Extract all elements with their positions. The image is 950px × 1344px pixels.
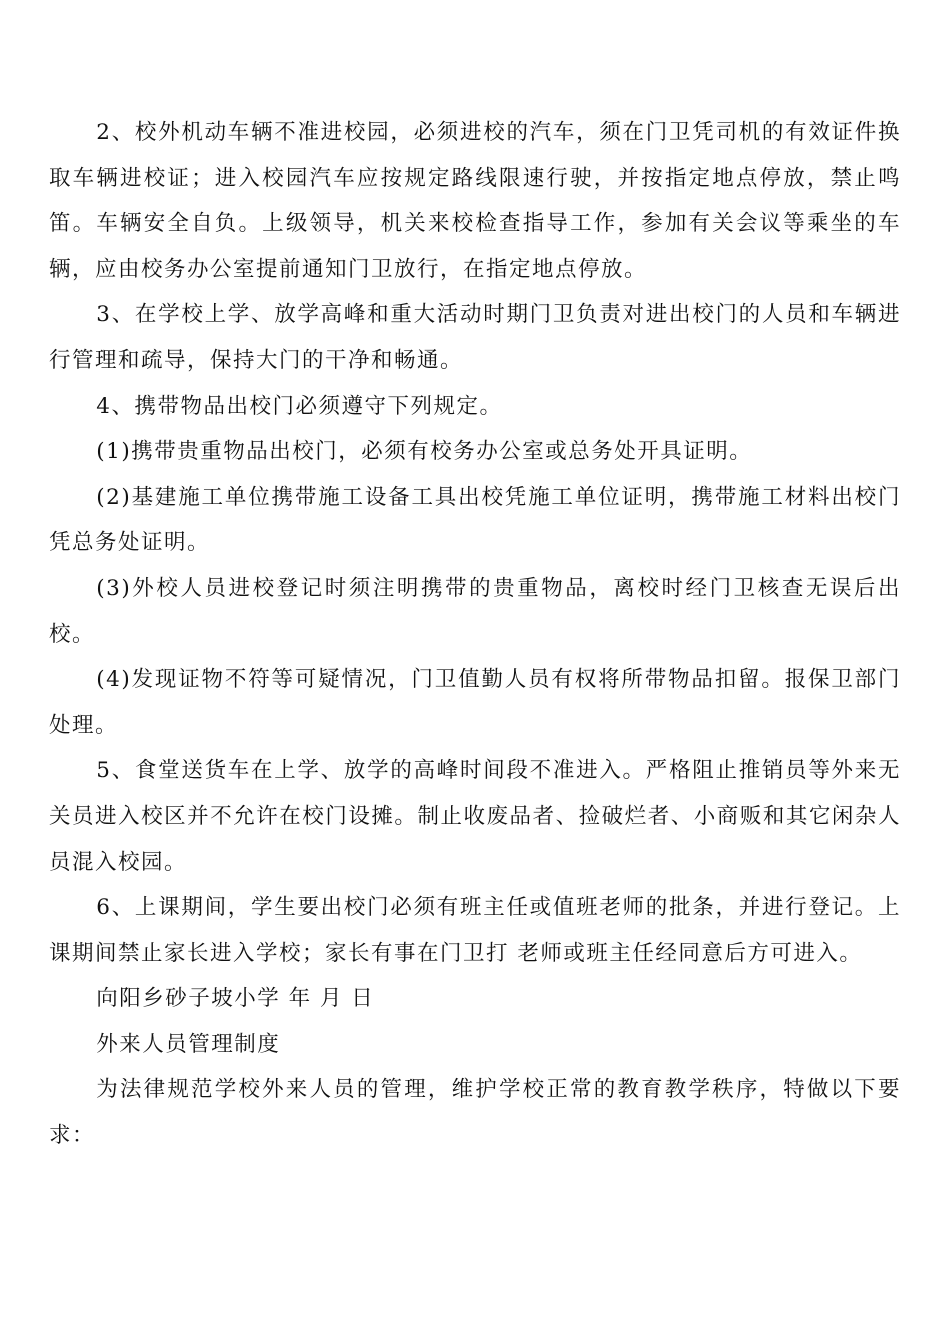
paragraph-item-4: (4)发现证物不符等可疑情况，门卫值勤人员有权将所带物品扣留。报保卫部门处理。 <box>49 667 901 738</box>
paragraph-item-1: (1)携带贵重物品出校门，必须有校务办公室或总务处开具证明。 <box>96 439 753 465</box>
paragraph-class-time: 6、上课期间，学生要出校门必须有班主任或值班老师的批条，并进行登记。上课期间禁止家长进入学校；家长有事在门卫打 老师或班主任经同意后方可进入。 <box>49 895 901 966</box>
paragraph-delivery-vehicles: 5、食堂送货车在上学、放学的高峰时间段不准进入。严格阻止推销员等外来无关员进入校区并不允许在校门设摊。制止收废品者、捡破烂者、小商贩和其它闲杂人员混入校园。 <box>49 758 901 875</box>
paragraph-intro: 为法律规范学校外来人员的管理，维护学校正常的教育教学秩序，特做以下要求： <box>49 1077 901 1149</box>
paragraph-peak-hours: 3、在学校上学、放学高峰和重大活动时期门卫负责对进出校门的人员和车辆进行管理和疏导，保持大门的干净和畅通。 <box>49 302 901 373</box>
paragraph-item-3: (3)外校人员进校登记时须注明携带的贵重物品，离校时经门卫核查无误后出校。 <box>49 575 901 647</box>
paragraph-carry-items-rules: 4、携带物品出校门必须遵守下列规定。 <box>96 393 503 419</box>
section-title: 外来人员管理制度 <box>96 1031 281 1057</box>
paragraph-vehicle-rules: 2、校外机动车辆不准进校园，必须进校的汽车，须在门卫凭司机的有效证件换取车辆进校证；进入校园汽车应按规定路线限速行驶，并按指定地点停放，禁止鸣笛。车辆安全自负。上级领导，机关来校检查指导工作，参加有关会议等乘坐的车辆，应由校务办公室提前通知门卫放行，在指定地点停放。 <box>49 120 901 282</box>
document-body <box>49 110 901 1159</box>
signature-line: 向阳乡砂子坡小学 年 月 日 <box>96 986 375 1012</box>
paragraph-item-2: (2)基建施工单位携带施工设备工具出校凭施工单位证明，携带施工材料出校门凭总务处证明。 <box>49 484 901 556</box>
